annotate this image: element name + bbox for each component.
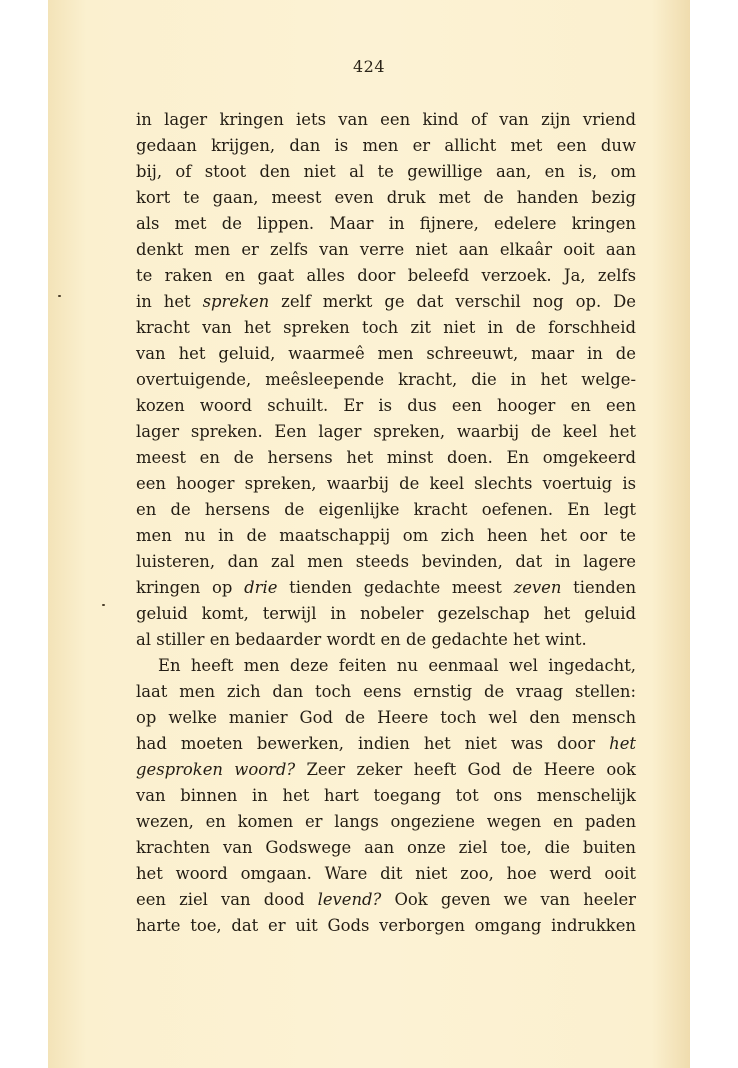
text-segment: en de hersens de eigenlijke kracht oefenen. En legt <box>136 500 636 519</box>
text-line <box>136 627 636 653</box>
text-line <box>136 861 636 887</box>
text-line <box>136 315 636 341</box>
text-segment: En heeft men deze feiten nu eenmaal wel ingedacht, <box>158 656 636 675</box>
italic-text: levend? <box>317 890 382 909</box>
text-segment: gedaan krijgen, dan is men er allicht met een duw <box>136 136 636 155</box>
italic-text: gesproken woord? <box>136 760 296 779</box>
text-line <box>136 445 636 471</box>
italic-text: zeven <box>513 578 562 597</box>
text-segment: op welke manier God de Heere toch wel den mensch <box>136 708 636 727</box>
text-segment: een ziel van dood <box>136 890 318 909</box>
text-segment: in het <box>136 292 203 311</box>
text-segment: lager spreken. Een lager spreken, waarbij de keel het <box>136 422 636 441</box>
text-segment: luisteren, dan zal men steeds bevinden, dat in lagere <box>136 552 636 571</box>
text-segment: het woord omgaan. Ware dit niet zoo, hoe werd ooit <box>136 864 636 883</box>
text-line <box>136 523 636 549</box>
text-line <box>136 549 636 575</box>
text-line <box>136 497 636 523</box>
text-line <box>136 393 636 419</box>
text-segment: als met de lippen. Maar in fijnere, edelere kringen <box>136 214 636 233</box>
text-line <box>136 263 636 289</box>
text-segment: Zeer zeker heeft God de Heere ook <box>295 760 636 779</box>
text-line <box>136 159 636 185</box>
text-line <box>136 237 636 263</box>
text-line <box>136 471 636 497</box>
text-line <box>136 419 636 445</box>
text-line <box>136 731 636 757</box>
italic-text: het <box>609 734 636 753</box>
text-line <box>136 575 636 601</box>
text-segment: men nu in de maatschappij om zich heen het oor te <box>136 526 636 545</box>
text-segment: kort te gaan, meest even druk met de handen bezig <box>136 188 636 207</box>
text-line <box>136 341 636 367</box>
text-segment: had moeten bewerken, indien het niet was door <box>136 734 610 753</box>
text-segment: kringen op <box>136 578 245 597</box>
text-segment: tienden gedachte meest <box>277 578 514 597</box>
text-line <box>136 653 636 679</box>
text-segment: overtuigende, meêsleepende kracht, die in het welge- <box>136 370 636 389</box>
text-segment: kozen woord schuilt. Er is dus een hooger en een <box>136 396 636 415</box>
text-segment: bij, of stoot den niet al te gewillige aan, en is, om <box>136 162 636 181</box>
paper-speck <box>102 604 105 606</box>
text-segment: geluid komt, terwijl in nobeler gezelschap het geluid <box>136 604 636 623</box>
text-line <box>136 783 636 809</box>
text-line <box>136 211 636 237</box>
text-line <box>136 367 636 393</box>
text-segment: zelf merkt ge dat verschil nog op. De <box>269 292 636 311</box>
text-line <box>136 809 636 835</box>
body-text <box>136 107 636 939</box>
text-segment: meest en de hersens het minst doen. En omgekeerd <box>136 448 636 467</box>
text-line <box>136 835 636 861</box>
text-segment: harte toe, dat er uit Gods verborgen omgang indrukken <box>136 916 636 935</box>
text-segment: laat men zich dan toch eens ernstig de vraag stellen: <box>136 682 636 701</box>
text-segment: denkt men er zelfs van verre niet aan elkaâr ooit aan <box>136 240 636 259</box>
text-line <box>136 133 636 159</box>
text-segment: een hooger spreken, waarbij de keel slechts voertuig is <box>136 474 636 493</box>
text-segment: wezen, en komen er langs ongeziene wegen en paden <box>136 812 636 831</box>
text-segment: krachten van Godswege aan onze ziel toe, die buiten <box>136 838 636 857</box>
text-segment: in lager kringen iets van een kind of van zijn vriend <box>136 110 636 129</box>
text-line <box>136 601 636 627</box>
text-segment: tienden <box>561 578 636 597</box>
text-segment: van binnen in het hart toegang tot ons menschelijk <box>136 786 636 805</box>
text-line <box>136 679 636 705</box>
text-line <box>136 913 636 939</box>
text-line <box>136 757 636 783</box>
italic-text: spreken <box>202 292 270 311</box>
italic-text: drie <box>244 578 278 597</box>
page-number: 424 <box>352 57 386 76</box>
text-line <box>136 107 636 133</box>
paper-speck <box>58 295 61 297</box>
text-line <box>136 289 636 315</box>
text-line <box>136 185 636 211</box>
text-segment: Ook geven we van heeler <box>381 890 636 909</box>
text-segment: kracht van het spreken toch zit niet in de forschheid <box>136 318 636 337</box>
text-line <box>136 887 636 913</box>
text-segment: te raken en gaat alles door beleefd verzoek. Ja, zelfs <box>136 266 636 285</box>
book-page <box>48 0 690 1068</box>
text-segment: al stiller en bedaarder wordt en de gedachte het wint. <box>136 630 587 649</box>
text-line <box>136 705 636 731</box>
text-segment: van het geluid, waarmeê men schreeuwt, maar in de <box>136 344 636 363</box>
